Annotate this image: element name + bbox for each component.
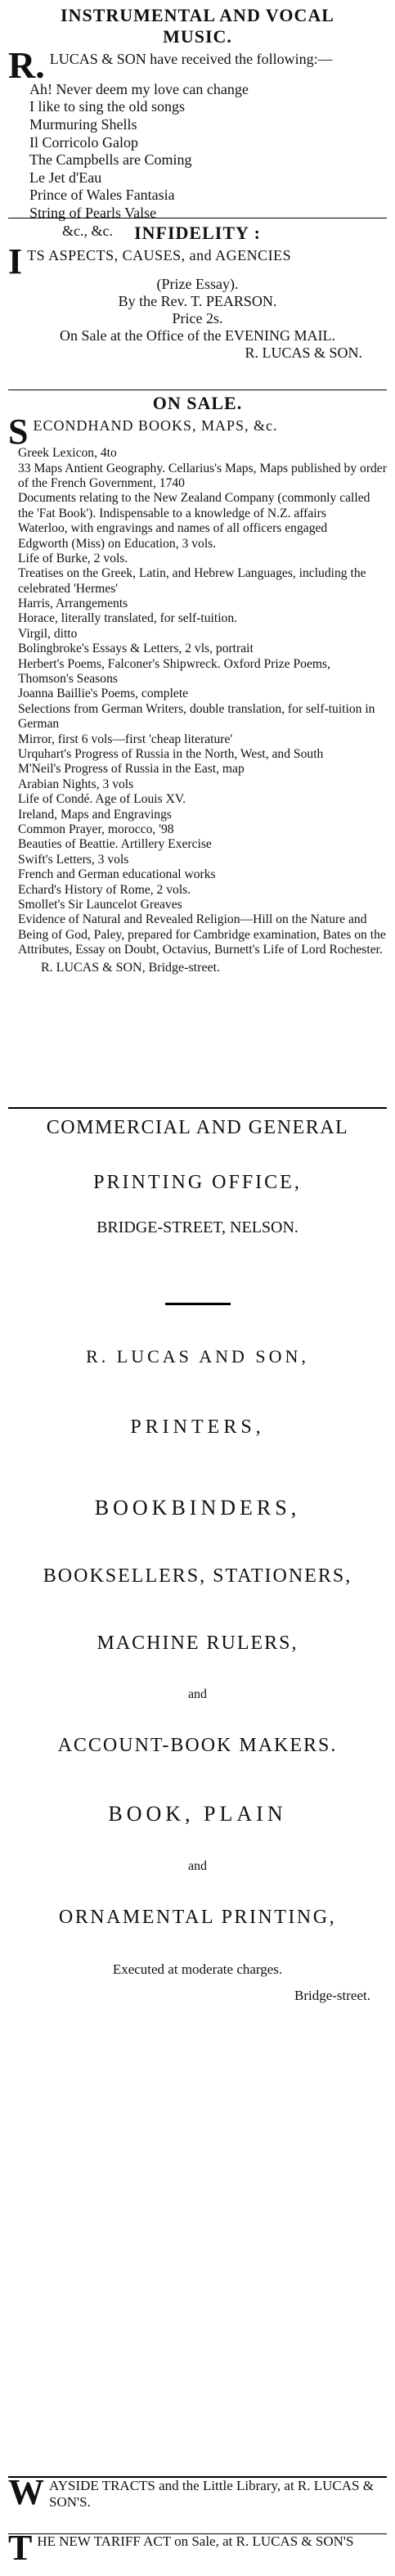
book-entry: Echard's History of Rome, 2 vols. bbox=[18, 882, 191, 897]
music-item: Le Jet d'Eau bbox=[29, 169, 102, 186]
infidelity-prize: (Prize Essay). bbox=[156, 276, 239, 293]
service-booksellers: BOOKSELLERS, STATIONERS, bbox=[43, 1565, 352, 1587]
infidelity-subtitle: TS ASPECTS, CAUSES, and AGENCIES bbox=[27, 247, 292, 263]
service-bookbinders: BOOKBINDERS, bbox=[94, 1496, 301, 1520]
infidelity-price: Price 2s. bbox=[172, 310, 223, 327]
service-book-plain: BOOK, PLAIN bbox=[108, 1802, 287, 1826]
on-sale-advert bbox=[8, 393, 387, 975]
music-item: I like to sing the old songs bbox=[29, 98, 185, 115]
on-sale-dropcap: S bbox=[8, 412, 29, 452]
service-printers: PRINTERS, bbox=[130, 1416, 265, 1438]
book-entry: Urquhart's Progress of Russia in the North, West, and South bbox=[18, 747, 324, 761]
book-entry: French and German educational works bbox=[18, 867, 216, 882]
book-entry: Smollet's Sir Launcelot Greaves bbox=[18, 897, 182, 912]
on-sale-sign: R. LUCAS & SON, Bridge-street. bbox=[41, 961, 221, 975]
printing-street: Bridge-street. bbox=[294, 1988, 370, 2003]
service-ornamental-printing: ORNAMENTAL PRINTING, bbox=[58, 1907, 337, 1928]
music-item: Prince of Wales Fantasia bbox=[29, 187, 175, 204]
printing-address: BRIDGE-STREET, NELSON. bbox=[97, 1218, 298, 1236]
on-sale-title: ON SALE. bbox=[152, 393, 243, 413]
short-rule bbox=[165, 1303, 231, 1305]
book-entry: Harris, Arrangements bbox=[18, 597, 128, 611]
book-entry: M'Neil's Progress of Russia in the East, map bbox=[18, 762, 245, 777]
book-entry: Waterloo, with engravings and names of all officers engaged bbox=[18, 521, 328, 536]
infidelity-title: INFIDELITY : bbox=[134, 223, 261, 243]
book-list bbox=[8, 446, 387, 957]
book-entry: Beauties of Beattie. Artillery Exercise bbox=[18, 837, 212, 852]
tariff-act-advert bbox=[8, 2528, 387, 2568]
music-intro: LUCAS & SON have received the following:— bbox=[49, 51, 333, 67]
book-entry: Swift's Letters, 3 vols bbox=[18, 852, 129, 867]
divider bbox=[8, 1107, 387, 1109]
music-item: &c., &c. bbox=[62, 222, 113, 239]
music-item: Il Corricolo Galop bbox=[29, 133, 138, 151]
book-entry: Bolingbroke's Essays & Letters, 2 vls, portrait bbox=[18, 642, 254, 656]
music-list bbox=[8, 81, 387, 240]
book-entry: Documents relating to the New Zealand Company (commonly called the 'Fat Book'). Indispensable to a knowledge of N.Z. affairs bbox=[18, 491, 370, 520]
infidelity-author: By the Rev. T. PEARSON. bbox=[118, 293, 277, 310]
infidelity-dropcap: I bbox=[8, 241, 23, 281]
music-dropcap: R. bbox=[8, 44, 45, 86]
infidelity-advert bbox=[8, 223, 387, 362]
book-entry: Virgil, ditto bbox=[18, 626, 78, 641]
book-entry: Greek Lexicon, 4to bbox=[18, 446, 117, 461]
music-item: Murmuring Shells bbox=[29, 115, 137, 133]
firm-name: R. LUCAS AND SON, bbox=[86, 1346, 309, 1367]
music-title-line1: INSTRUMENTAL AND VOCAL bbox=[61, 5, 334, 25]
moderate-charges: Executed at moderate charges. bbox=[112, 1961, 283, 1977]
book-entry: Common Prayer, morocco, '98 bbox=[18, 822, 174, 836]
music-advert bbox=[8, 5, 387, 240]
book-entry: Life of Burke, 2 vols. bbox=[18, 551, 128, 565]
wayside-dropcap: W bbox=[8, 2472, 44, 2512]
wayside-tracts-advert bbox=[8, 2472, 387, 2512]
tariff-dropcap: T bbox=[8, 2528, 33, 2568]
wayside-text: AYSIDE TRACTS and the Little Library, at R. LUCAS & SON'S. bbox=[49, 2478, 374, 2510]
book-entry: Ireland, Maps and Engravings bbox=[18, 807, 172, 822]
book-entry: Evidence of Natural and Revealed Religion—Hill on the Nature and Being of God, Paley, prepared for Cambridge examination, Bates on the Attributes, Essay on Doubt, Octavius, Burnett's Life of Lord Rochester. bbox=[18, 912, 386, 957]
book-entry: 33 Maps Antient Geography. Cellarius's Maps, Maps published by order of the French Government, 1740 bbox=[18, 461, 387, 490]
infidelity-sign: R. LUCAS & SON. bbox=[245, 345, 362, 362]
music-item: String of Pearls Valse bbox=[29, 204, 157, 221]
and-word: and bbox=[187, 1687, 208, 1701]
printing-title1: COMMERCIAL AND GENERAL bbox=[46, 1117, 349, 1138]
book-entry: Selections from German Writers, double translation, for self-tuition in German bbox=[18, 701, 375, 732]
service-machine-rulers: MACHINE RULERS, bbox=[97, 1633, 298, 1654]
book-entry: Treatises on the Greek, Latin, and Hebrew Languages, including the celebrated 'Hermes' bbox=[18, 566, 366, 596]
book-entry: Herbert's Poems, Falconer's Shipwreck. Oxford Prize Poems, Thomson's Seasons bbox=[18, 656, 330, 687]
music-title-line2: MUSIC. bbox=[163, 26, 232, 47]
tariff-text: HE NEW TARIFF ACT on Sale, at R. LUCAS & SON'S bbox=[37, 2533, 354, 2549]
book-entry: Life of Condé. Age of Louis XV. bbox=[18, 792, 186, 807]
and-word: and bbox=[187, 1859, 208, 1873]
music-item: Ah! Never deem my love can change bbox=[29, 80, 249, 97]
book-entry: Edgworth (Miss) on Education, 3 vols. bbox=[18, 536, 217, 551]
service-account-book-makers: ACCOUNT-BOOK MAKERS. bbox=[57, 1735, 338, 1756]
book-entry: Horace, literally translated, for self-tuition. bbox=[18, 611, 238, 626]
music-item: The Campbells are Coming bbox=[29, 151, 192, 169]
book-entry: Arabian Nights, 3 vols bbox=[18, 777, 134, 791]
book-entry: Mirror, first 6 vols—first 'cheap literature' bbox=[18, 732, 233, 746]
printing-title2: PRINTING OFFICE, bbox=[93, 1172, 302, 1193]
on-sale-subtitle: ECONDHAND BOOKS, MAPS, &c. bbox=[33, 417, 278, 434]
printing-office-advert bbox=[8, 1117, 387, 2004]
infidelity-sale: On Sale at the Office of the EVENING MAIL. bbox=[59, 327, 336, 345]
book-entry: Joanna Baillie's Poems, complete bbox=[18, 687, 189, 701]
